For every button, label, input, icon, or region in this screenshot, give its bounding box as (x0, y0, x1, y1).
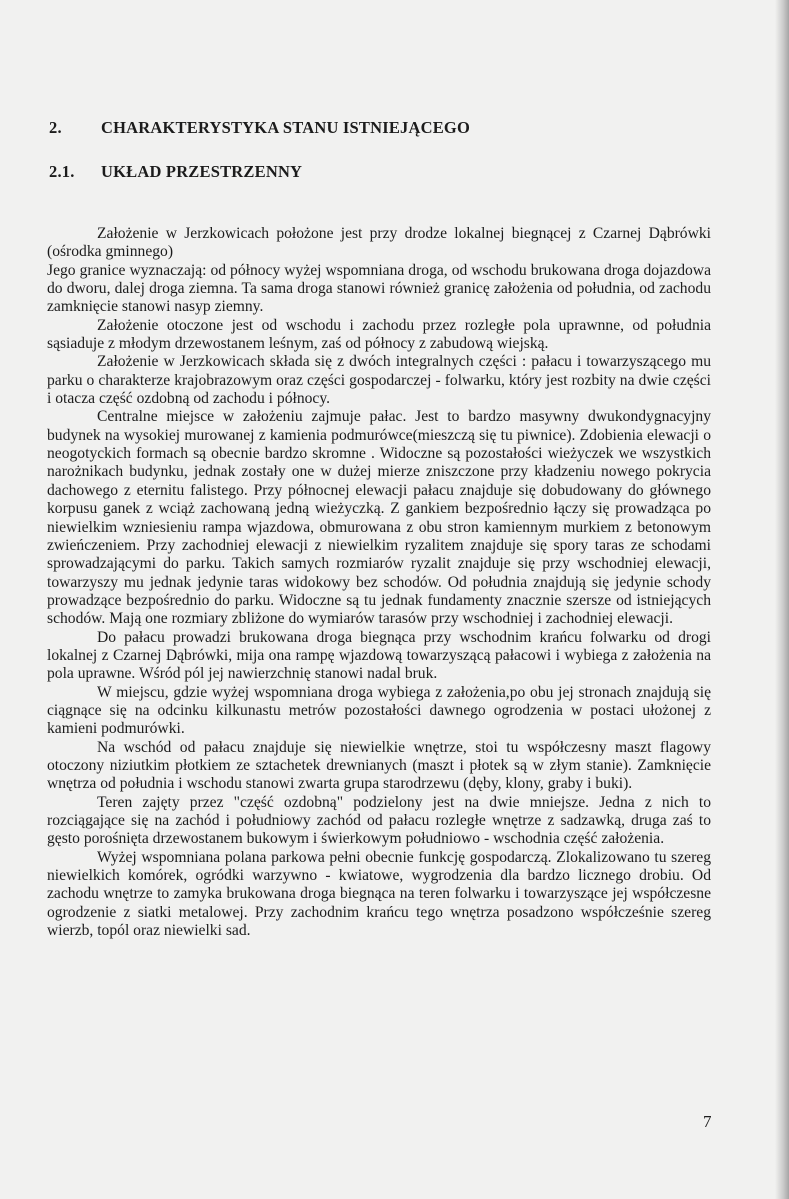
paragraph: Założenie w Jerzkowicach składa się z dwóch integralnych części : pałacu i towarzyszącego mu parku o charakterze krajobrazowym oraz części gospodarczej - folwarku, który jest rozbity na dwie części i otacza część ozdobną od zachodu i północy. (47, 353, 711, 408)
section-number: 2. (49, 118, 62, 137)
paragraph: Teren zajęty przez "część ozdobną" podzielony jest na dwie mniejsze. Jedna z nich to rozciągające się na zachód i południowy zachód od pałacu rozległe wnętrze z sadzawką, druga zaś to gęsto porośnięta drzewostanem bukowym i świerkowym południowo - wschodnia część założenia. (47, 793, 711, 848)
paragraph: Do pałacu prowadzi brukowana droga biegnąca przy wschodnim krańcu folwarku od drogi lokalnej z Czarnej Dąbrówki, mija ona rampę wjazdową towarzyszącą pałacowi i wybiega z założenia na pola uprawne. Wśród pól jej nawierzchnię stanowi nadal bruk. (47, 628, 711, 683)
section-title: CHARAKTERYSTYKA STANU ISTNIEJĄCEGO (101, 118, 470, 137)
paragraph: Na wschód od pałacu znajduje się niewielkie wnętrze, stoi tu współczesny maszt flagowy otoczony niziutkim płotkiem ze sztachetek drewnianych (maszt i płotek są w złym stanie). Zamknięcie wnętrza od południa i wschodu stanowi zwarta grupa starodrzewu (dęby, klony, graby i buki). (47, 738, 711, 793)
page-number: 7 (703, 1112, 712, 1131)
paragraph: Jego granice wyznaczają: od północy wyżej wspomniana droga, od wschodu brukowana droga dojazdowa do dworu, dalej droga ziemna. Ta sama droga stanowi również granicę założenia od południa, od zachodu zamknięcie stanowi nasyp ziemny. (47, 261, 711, 316)
subsection-title: UKŁAD PRZESTRZENNY (101, 162, 303, 181)
subsection-heading (49, 162, 302, 182)
scan-edge-shadow (775, 0, 789, 1199)
paragraph: Wyżej wspomniana polana parkowa pełni obecnie funkcję gospodarczą. Zlokalizowano tu szereg niewielkich komórek, ogródki warzywno - kwiatowe, wygrodzenia dla bardzo licznego drobiu. Od zachodu wnętrze to zamyka brukowana droga biegnąca na teren folwarku i towarzyszące jej współczesne ogrodzenie z siatki metalowej. Przy zachodnim krańcu tego wnętrza posadzono współcześnie szereg wierzb, topól oraz niewielki sad. (47, 848, 711, 940)
body-text (47, 225, 711, 940)
paragraph: Założenie otoczone jest od wschodu i zachodu przez rozległe pola uprawnne, od południa sąsiaduje z młodym drzewostanem leśnym, zaś od północy z zabudową wiejską. (47, 316, 711, 353)
section-heading (49, 118, 470, 138)
paragraph: W miejscu, gdzie wyżej wspomniana droga wybiega z założenia,po obu jej stronach znajdują się ciągnące się na odcinku kilkunastu metrów pozostałości dawnego ogrodzenia w postaci ułożonej z kamieni podmurówki. (47, 683, 711, 738)
paragraph: Centralne miejsce w założeniu zajmuje pałac. Jest to bardzo masywny dwukondygnacyjny budynek na wysokiej murowanej z kamienia podmurówce(mieszczą się tu piwnice). Zdobienia elewacji o neogotyckich formach są obecnie bardzo skromne . Widoczne są pozostałości wieżyczek we wszystkich narożnikach budynku, jednak zostały one w dużej mierze zniszczone przy kładzeniu nowego pokrycia dachowego z eternitu falistego. Przy północnej elewacji pałacu znajduje się dobudowany do głównego korpusu ganek z wciąż zachowaną jedną wieżyczką. Z gankiem bezpośrednio łączy się prowadząca po niewielkim wzniesieniu rampa wjazdowa, obmurowana z obu stron kamiennym murkiem z betonowym zwieńczeniem. Przy zachodniej elewacji z niewielkim ryzalitem znajduje się spory taras ze schodami sprowadzającymi do parku. Takich samych rozmiarów ryzalit znajduje się przy wschodniej elewacji, towarzyszy mu jednak jedynie taras widokowy bez schodów. Od południa znajdują się jedynie schody prowadzące bezpośrednio do parku. Widoczne są tu jednak fundamenty znacznie szersze od istniejących schodów. Mają one rozmiary zbliżone do wymiarów tarasów przy wschodniej i zachodniej elewacji. (47, 408, 711, 628)
paragraph: Założenie w Jerzkowicach położone jest przy drodze lokalnej biegnącej z Czarnej Dąbrówki (ośrodka gminnego) (47, 225, 711, 261)
subsection-number: 2.1. (49, 162, 75, 181)
